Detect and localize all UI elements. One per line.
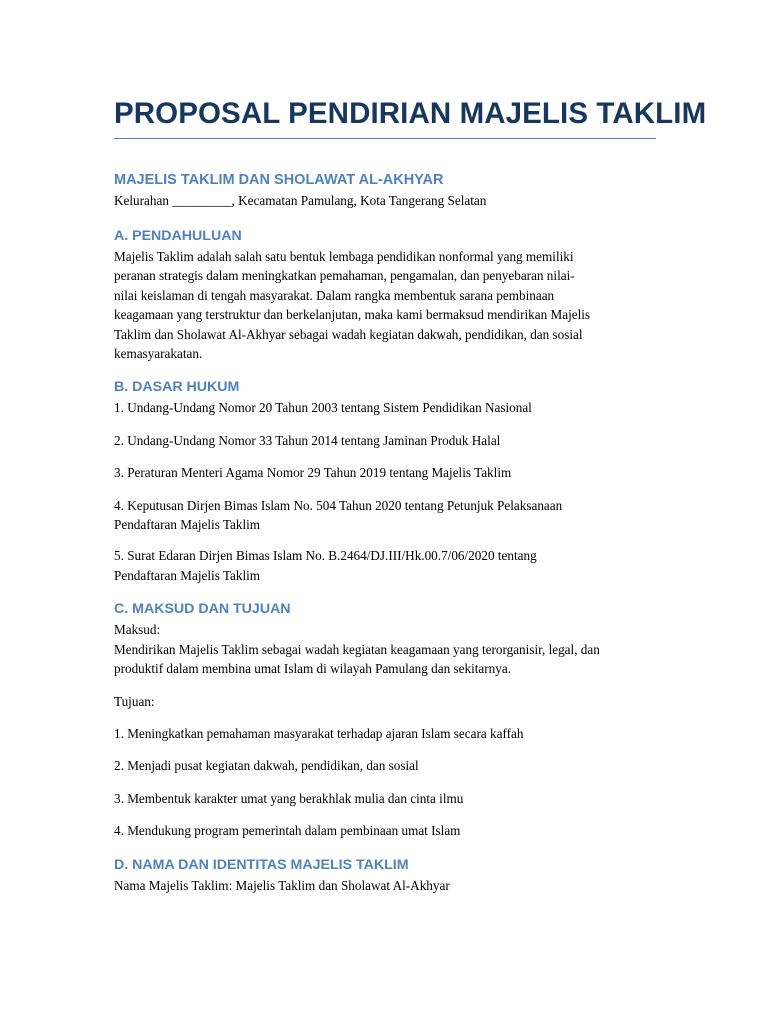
section-heading-b: B. DASAR HUKUM <box>114 379 240 396</box>
tujuan-label: Tujuan: <box>114 693 155 709</box>
nama-majelis-line: Nama Majelis Taklim: Majelis Taklim dan Sholawat Al-Akhyar <box>114 877 450 893</box>
section-heading-c: C. MAKSUD DAN TUJUAN <box>114 601 291 618</box>
legal-basis-item <box>114 496 656 535</box>
organization-name: MAJELIS TAKLIM DAN SHOLAWAT AL-AKHYAR <box>114 172 444 188</box>
maksud-label: Maksud: <box>114 622 161 638</box>
tujuan-item: 4. Mendukung program pemerintah dalam pembinaan umat Islam <box>114 823 461 839</box>
tujuan-item: 1. Meningkatkan pemahaman masyarakat terhadap ajaran Islam secara kaffah <box>114 725 524 741</box>
paragraph-line: nilai keislaman di tengah masyarakat. Dalam rangka membentuk sarana pembinaan <box>114 287 555 303</box>
section-nama-identitas <box>114 855 656 895</box>
maksud-line: produktif dalam membina umat Islam di wilayah Pamulang dan sekitarnya. <box>114 661 511 677</box>
paragraph-line: Taklim dan Sholawat Al-Akhyar sebagai wadah kegiatan dakwah, pendidikan, dan sosial <box>114 326 583 342</box>
legal-basis-item: 3. Peraturan Menteri Agama Nomor 29 Tahun 2019 tentang Majelis Taklim <box>114 465 512 481</box>
legal-basis-line: 5. Surat Edaran Dirjen Bimas Islam No. B.2464/DJ.III/Hk.00.7/06/2020 tentang <box>114 548 537 564</box>
organization-address: Kelurahan _________, Kecamatan Pamulang, Kota Tangerang Selatan <box>114 193 487 208</box>
section-maksud-tujuan <box>114 599 656 840</box>
legal-basis-line: Pendaftaran Majelis Taklim <box>114 567 261 583</box>
section-heading-d: D. NAMA DAN IDENTITAS MAJELIS TAKLIM <box>114 856 409 873</box>
maksud-line: Mendirikan Majelis Taklim sebagai wadah kegiatan keagamaan yang terorganisir, legal, dan <box>114 641 600 657</box>
title-underline <box>114 138 656 139</box>
document-content <box>114 96 707 895</box>
section-pendahuluan <box>114 226 656 363</box>
section-heading-a: A. PENDAHULUAN <box>114 228 242 244</box>
legal-basis-item <box>114 546 656 585</box>
tujuan-item: 2. Menjadi pusat kegiatan dakwah, pendidikan, dan sosial <box>114 758 419 774</box>
paragraph-line: keagamaan yang terstruktur dan berkelanjutan, maka kami bermaksud mendirikan Majelis <box>114 307 591 323</box>
legal-basis-item: 2. Undang-Undang Nomor 33 Tahun 2014 tentang Jaminan Produk Halal <box>114 432 501 448</box>
document-title: PROPOSAL PENDIRIAN MAJELIS TAKLIM <box>114 97 707 130</box>
maksud-block <box>114 620 656 678</box>
paragraph-line: kemasyarakatan. <box>114 346 203 362</box>
legal-basis-line: 4. Keputusan Dirjen Bimas Islam No. 504 Tahun 2020 tentang Petunjuk Pelaksanaan <box>114 497 563 513</box>
legal-basis-line: Pendaftaran Majelis Taklim <box>114 517 261 533</box>
legal-basis-item: 1. Undang-Undang Nomor 20 Tahun 2003 tentang Sistem Pendidikan Nasional <box>114 400 532 416</box>
section-dasar-hukum <box>114 377 656 585</box>
paragraph-line: Majelis Taklim adalah salah satu bentuk lembaga pendidikan nonformal yang memiliki <box>114 249 574 264</box>
tujuan-item: 3. Membentuk karakter umat yang berakhlak mulia dan cinta ilmu <box>114 790 464 806</box>
paragraph-line: peranan strategis dalam meningkatkan pemahaman, pengamalan, dan penyebaran nilai- <box>114 268 575 284</box>
pendahuluan-paragraph <box>114 247 656 363</box>
